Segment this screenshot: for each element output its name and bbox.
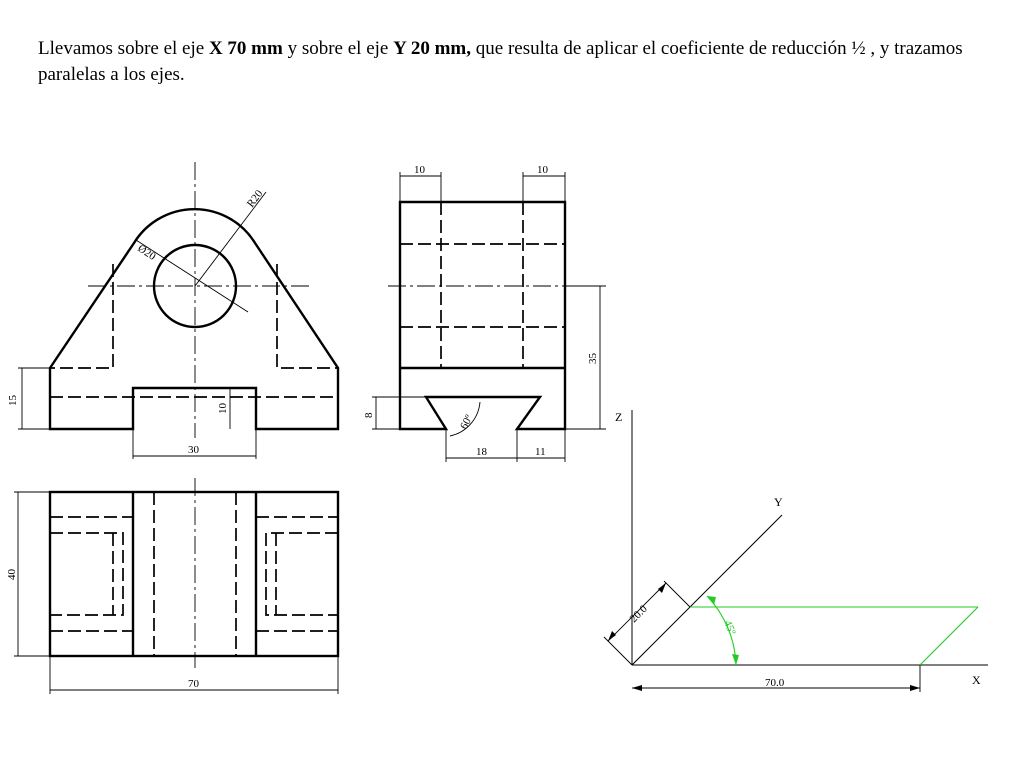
dim-x-arrow-right (910, 685, 920, 691)
side-dim8-label: 8 (363, 412, 375, 418)
front-outline (50, 209, 338, 429)
axis-y-label: Y (774, 495, 783, 509)
top-hidden-left-box (50, 533, 123, 615)
intro-y-value: Y 20 mm, (393, 38, 472, 59)
front-dim10-label: 10 (217, 403, 229, 414)
side-dim11-label: 11 (535, 446, 546, 458)
intro-text-2: y sobre el eje (282, 38, 394, 59)
dim-x-label: 70.0 (765, 677, 785, 689)
angle-45-arrow-bottom (732, 654, 739, 665)
side-dim18-label: 18 (476, 446, 487, 458)
side-view (363, 164, 606, 462)
axis-z-label: Z (615, 410, 623, 424)
top-view (6, 478, 338, 694)
dim-y-ext-top (664, 581, 690, 607)
side-outline (400, 202, 565, 429)
dim-y-arrow-top (658, 583, 666, 593)
axes-construction (604, 410, 988, 692)
front-dim15-label: 15 (7, 395, 19, 406)
top-dim70-label: 70 (188, 678, 199, 690)
dim-y-label: 20.0 (627, 603, 650, 626)
side-dim10a-label: 10 (414, 164, 425, 176)
dim-y-arrow-bottom (608, 631, 616, 641)
dim-x-arrow-left (632, 685, 642, 691)
parallel-to-y (920, 607, 978, 665)
front-radius-label: R20 (244, 187, 266, 210)
front-dim30-label: 30 (188, 444, 199, 456)
side-angle-label: 60º (458, 413, 476, 432)
intro-text-3: que resulta de aplicar el coeficiente de reducción ½ , y trazamos paralelas a los ejes. (38, 38, 963, 85)
intro-x-value: X 70 mm (208, 38, 283, 59)
axis-x-label: X (972, 673, 981, 687)
side-dim10b-label: 10 (537, 164, 548, 176)
side-dim35-label: 35 (587, 353, 599, 364)
angle-45-arrow-top (707, 596, 716, 605)
intro-text-1: Llevamos sobre el eje (38, 38, 209, 59)
front-diameter-label: Ø20 (135, 242, 158, 263)
axis-y (632, 515, 782, 665)
angle-45-label: 45º (721, 618, 738, 637)
top-dim40-label: 40 (6, 569, 18, 580)
front-view (7, 162, 338, 459)
